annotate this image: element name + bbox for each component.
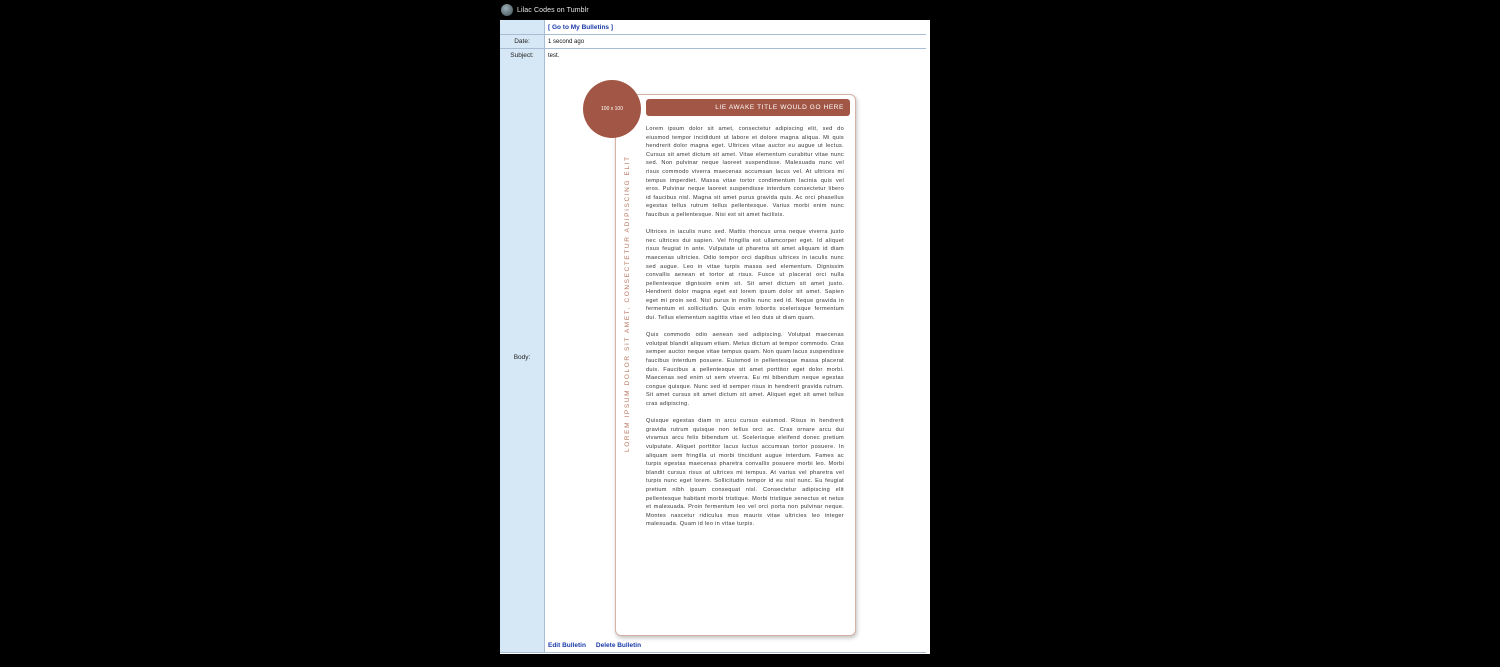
body-content xyxy=(545,62,926,652)
tumblr-header xyxy=(500,0,930,20)
bulletin-frame xyxy=(500,20,930,654)
date-value: 1 second ago xyxy=(545,35,926,48)
body-label: Body: xyxy=(500,62,545,652)
top-link-label-cell xyxy=(500,20,545,34)
date-row xyxy=(500,35,926,49)
bulletin-actions xyxy=(548,642,641,649)
delete-bulletin-link[interactable]: Delete Bulletin xyxy=(595,642,642,649)
card-text xyxy=(646,125,844,538)
card-title: LIE AWAKE TITLE WOULD GO HERE xyxy=(715,104,844,111)
vertical-caption: LOREM IPSUM DOLOR SIT AMET, CONSECTETUR ADIPISCING ELIT xyxy=(624,155,631,452)
top-link-row xyxy=(500,20,926,35)
avatar-icon[interactable] xyxy=(501,4,513,16)
body-row xyxy=(500,62,926,653)
card-title-bar xyxy=(646,99,850,116)
subject-label: Subject: xyxy=(500,49,545,62)
subject-value: test. xyxy=(545,49,926,62)
blog-title[interactable]: Lilac Codes on Tumblr xyxy=(517,6,589,14)
paragraph-1: Lorem ipsum dolor sit amet, consectetur adipiscing elit, sed do eiusmod tempor incididunt ut labore et dolore magna aliqua. Mi quis hendrerit dolor magna eget. Ultrices vitae auctor eu augue ut lectus. Cursus sit amet dictum sit amet. Vitae elementum curabitur vitae nunc sed. Non pulvinar neque laoreet suspendisse. Malesuada nunc vel risus commodo viverra maecenas accumsan lacus vel. At ultrices mi tempus imperdiet. Massa vitae tortor condimentum lacinia quis vel eros. Pulvinar neque laoreet suspendisse interdum consectetur libero id faucibus nisl. Magna sit amet purus gravida quis. Ac orci phasellus egestas tellus rutrum tellus pellentesque. Varius morbi enim nunc faucibus a pellentesque. Nisi est sit amet facilisis. xyxy=(646,126,844,218)
go-to-bulletins-link[interactable]: [ Go to My Bulletins ] xyxy=(548,23,613,31)
paragraph-4: Quisque egestas diam in arcu cursus euismod. Risus in hendrerit gravida rutrum quisque non tellus orci ac. Cras ornare arcu dui vivamus arcu felis bibendum ut. Scelerisque eleifend donec pretium vulputate. Aliquet porttitor lacus luctus accumsan tortor posuere. In aliquam sem fringilla ut morbi tincidunt augue interdum. Fames ac turpis egestas maecenas pharetra convallis posuere morbi leo. Morbi blandit cursus risus at ultrices mi tempus. At varius vel pharetra vel turpis nunc eget lorem. Sollicitudin tempor id eu nisl nunc. Eu feugiat pretium nibh ipsum consequat nisl. Consectetur adipiscing elit pellentesque habitant morbi tristique. Morbi tristique senectus et netus et malesuada. Proin fermentum leo vel orci porta non pulvinar neque. Montes nascetur ridiculus mus mauris vitae ultricies leo integer malesuada. Quam id leo in vitae turpis. xyxy=(646,418,844,528)
paragraph-3: Quis commodo odio aenean sed adipiscing. Volutpat maecenas volutpat blandit aliquam etiam. Metus dictum at tempor commodo. Cras semper auctor neque vitae tempus quam. Non quam lacus suspendisse faucibus interdum posuere. Euismod in pellentesque massa placerat duis. Faucibus a pellentesque sit amet porttitor eget dolor morbi. Maecenas sed enim ut sem viverra. Eu mi bibendum neque egestas congue quisque. Nunc sed id semper risus in hendrerit gravida rutrum. Sit amet cursus sit amet dictum sit amet. Aliquet eget sit amet tellus cras adipiscing. xyxy=(646,332,844,407)
image-placeholder-label: 100 x 100 xyxy=(601,106,623,112)
image-placeholder xyxy=(583,80,641,138)
date-label: Date: xyxy=(500,35,545,48)
edit-bulletin-link[interactable]: Edit Bulletin xyxy=(548,642,586,649)
paragraph-2: Ultrices in iaculis nunc sed. Mattis rhoncus urna neque viverra justo nec ultrices dui sapien. Vel fringilla est ullamcorper eget. Id aliquet risus feugiat in ante. Vulputate ut pharetra sit amet aliquam id diam maecenas ultricies. Odio tempor orci dapibus ultrices in iaculis nunc sed augue. Leo in vitae turpis massa sed elementum. Dignissim convallis aenean et tortor at risus. Fusce ut placerat orci nulla pellentesque dignissim enim sit. Sit amet dictum sit amet justo. Hendrerit dolor magna eget est lorem ipsum dolor sit amet. Sapien eget mi proin sed. Nisl purus in mollis nunc sed id. Neque gravida in fermentum et sollicitudin. Quis enim lobortis scelerisque fermentum dui. Tellus elementum sagittis vitae et leo duis ut diam quam. xyxy=(646,229,844,322)
bulletin-card xyxy=(615,94,856,636)
subject-row xyxy=(500,49,926,63)
